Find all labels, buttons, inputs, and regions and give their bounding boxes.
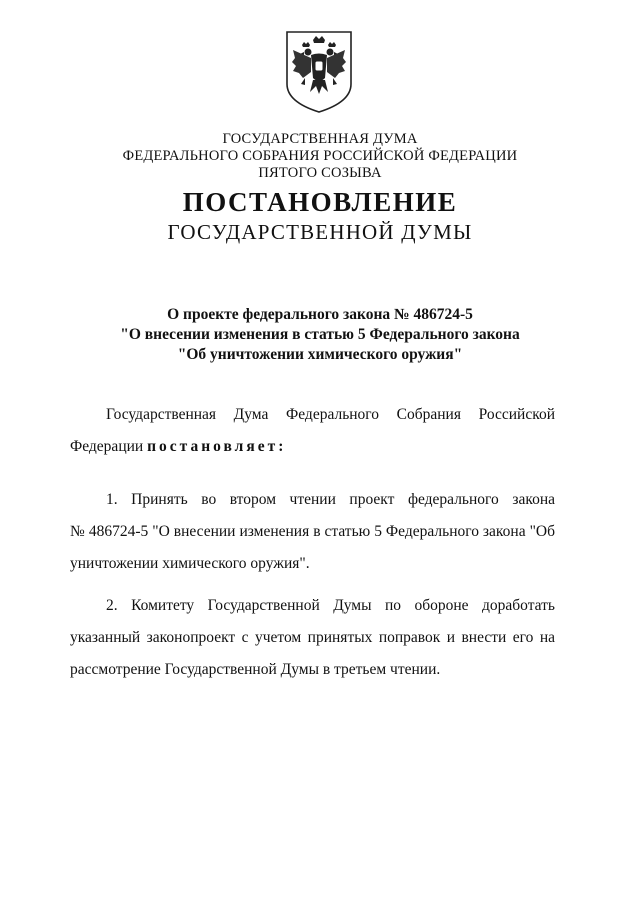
subject-line-3: "Об уничтожении химического оружия" [177,346,463,363]
preamble-line-2 [70,431,555,463]
item-2-line-2: указанный законопроект с учетом принятых поправок и внести его на [70,629,555,646]
header-line-3: ПЯТОГО СОЗЫВА [258,165,382,181]
item-1-paragraph [70,484,555,580]
item-1-line-1: 1. Принять во втором чтении проект федерального закона [106,491,555,508]
preamble-line-1: Государственная Дума Федерального Собрания Российской [106,406,555,423]
preamble-paragraph [70,399,555,463]
item-2-line-3: рассмотрение Государственной Думы в третьем чтении. [70,661,441,678]
document-subtitle: ГОСУДАРСТВЕННОЙ ДУМЫ [167,220,473,244]
resolution-subject [0,305,640,365]
subject-line-1: О проекте федерального закона № 486724-5 [167,306,473,323]
decree-verb: постановляет: [147,438,287,455]
double-headed-eagle-icon [283,28,355,114]
header-line-2: ФЕДЕРАЛЬНОГО СОБРАНИЯ РОССИЙСКОЙ ФЕДЕРАЦИИ [122,148,518,164]
subject-line-2: "О внесении изменения в статью 5 Федерального закона [120,326,520,343]
header-line-1: ГОСУДАРСТВЕННАЯ ДУМА [222,131,418,147]
item-2-line-1: 2. Комитету Государственной Думы по обороне доработать [106,597,555,614]
item-1-line-3: уничтожении химического оружия". [70,555,310,572]
item-1-line-2: № 486724-5 "О внесении изменения в статью 5 Федерального закона "Об [70,523,555,540]
document-title: ПОСТАНОВЛЕНИЕ [182,187,458,217]
item-2-paragraph [70,590,555,686]
issuer-header [0,131,640,182]
preamble-prefix: Федерации [70,438,148,455]
